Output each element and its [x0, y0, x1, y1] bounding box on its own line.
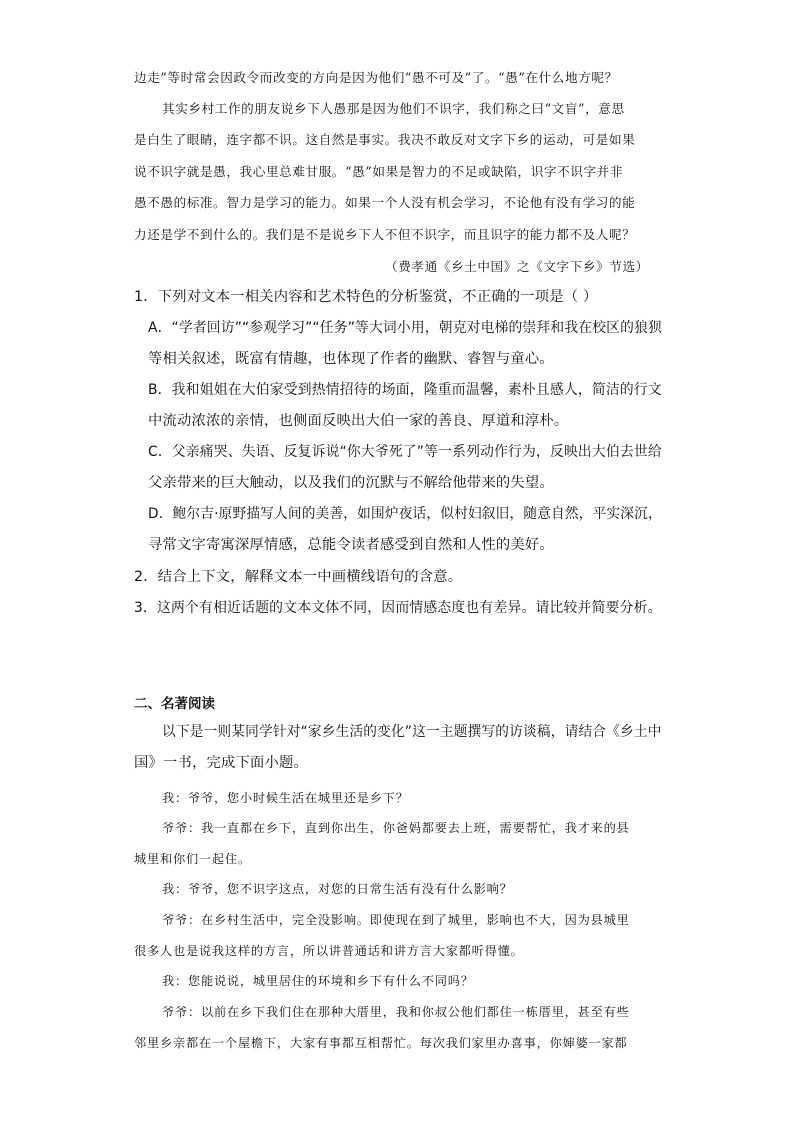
passage-line: 说不识字就是愚，我心里总难甘服。“愚”如果是智力的不足或缺陷，识字不识字并非: [134, 164, 624, 179]
section-intro: 以下是一则某同学针对“家乡生活的变化”这一主题撰写的访谈稿，请结合《乡土中: [162, 724, 662, 740]
interview-line: 爷爷：我一直都在乡下，直到你出生，你爸妈都要去上班，需要帮忙，我才来的县: [162, 821, 630, 835]
option-d: D．鲍尔吉·原野描写人间的美善，如围炉夜话，似村妇叙旧，随意自然，平实深沉，: [148, 506, 662, 522]
interview-line: 我：爷爷，您小时候生活在城里还是乡下？: [162, 791, 409, 805]
option-b: B．我和姐姐在大伯家受到热情招待的场面，隆重而温馨，素朴且感人，简洁的行文: [148, 382, 662, 398]
question-2: 2．结合上下文，解释文本一中画横线语句的含意。: [134, 569, 463, 585]
option-c: C．父亲痛哭、失语、反复诉说“你大爷死了”等一系列动作行为，反映出大伯去世给: [148, 444, 662, 460]
interview-line: 城里和你们一起住。: [134, 852, 251, 866]
passage-line: 力还是学不到什么的。我们是不是说乡下人不但不识字，而且识字的能力都不及人呢？: [134, 227, 636, 242]
interview-line: 邻里乡亲都在一个屋檐下，大家有事都互相帮忙。每次我们家里办喜事，你婶婆一家都: [134, 1036, 628, 1050]
section-intro-cont: 国》一书，完成下面小题。: [134, 755, 308, 771]
passage-line: 其实乡村工作的朋友说乡下人愚那是因为他们不识字，我们称之曰“文盲”，意思: [162, 101, 625, 116]
interview-line: 我：您能说说，城里居住的环境和乡下有什么不同吗？: [162, 974, 474, 988]
option-a: A．“学者回访”“参观学习”“任务”等大词小用，朝克对电梯的崇拜和我在校区的狼狈: [148, 320, 662, 336]
interview-line: 我：爷爷，您不识字这点，对您的日常生活有没有什么影响？: [162, 882, 513, 896]
section-heading: 二、名著阅读: [134, 696, 215, 712]
interview-line: 爷爷：以前在乡下我们住在那种大厝里，我和你叔公他们都住一栋厝里，甚至有些: [162, 1005, 630, 1019]
question-1-stem: 1．下列对文本一相关内容和艺术特色的分析鉴赏，不正确的一项是（ ）: [134, 289, 598, 305]
interview-line: 很多人也是说我这样的方言，所以讲普通话和讲方言大家都听得懂。: [134, 944, 524, 958]
passage-line: 边走”等时常会因政令而改变的方向是因为他们“愚不可及”了。“愚”在什么地方呢？: [134, 70, 618, 85]
interview-line: 爷爷：在乡村生活中，完全没影响。即使现在到了城里，影响也不大，因为县城里: [162, 913, 630, 927]
passage-line: 愚不愚的标准。智力是学习的能力。如果一个人没有机会学习，不论他有没有学习的能: [134, 195, 636, 210]
option-b-cont: 中流动浓浓的亲情，也侧面反映出大伯一家的善良、厚道和淳朴。: [148, 413, 569, 429]
option-a-cont: 等相关叙述，既富有情趣，也体现了作者的幽默、睿智与童心。: [148, 351, 554, 367]
option-d-cont: 寻常文字寄寓深厚情感，总能令读者感受到自然和人性的美好。: [148, 537, 554, 553]
passage-line: 是白生了眼睛，连字都不识。这自然是事实。我决不敢反对文字下乡的运动，可是如果: [134, 132, 636, 147]
passage-source: （费孝通《乡土中国》之《文字下乡》节选）: [385, 259, 649, 274]
question-3: 3．这两个有相近话题的文本文体不同，因而情感态度也有差异。请比较并简要分析。: [134, 600, 662, 616]
option-c-cont: 父亲带来的巨大触动，以及我们的沉默与不解给他带来的失望。: [148, 475, 554, 491]
